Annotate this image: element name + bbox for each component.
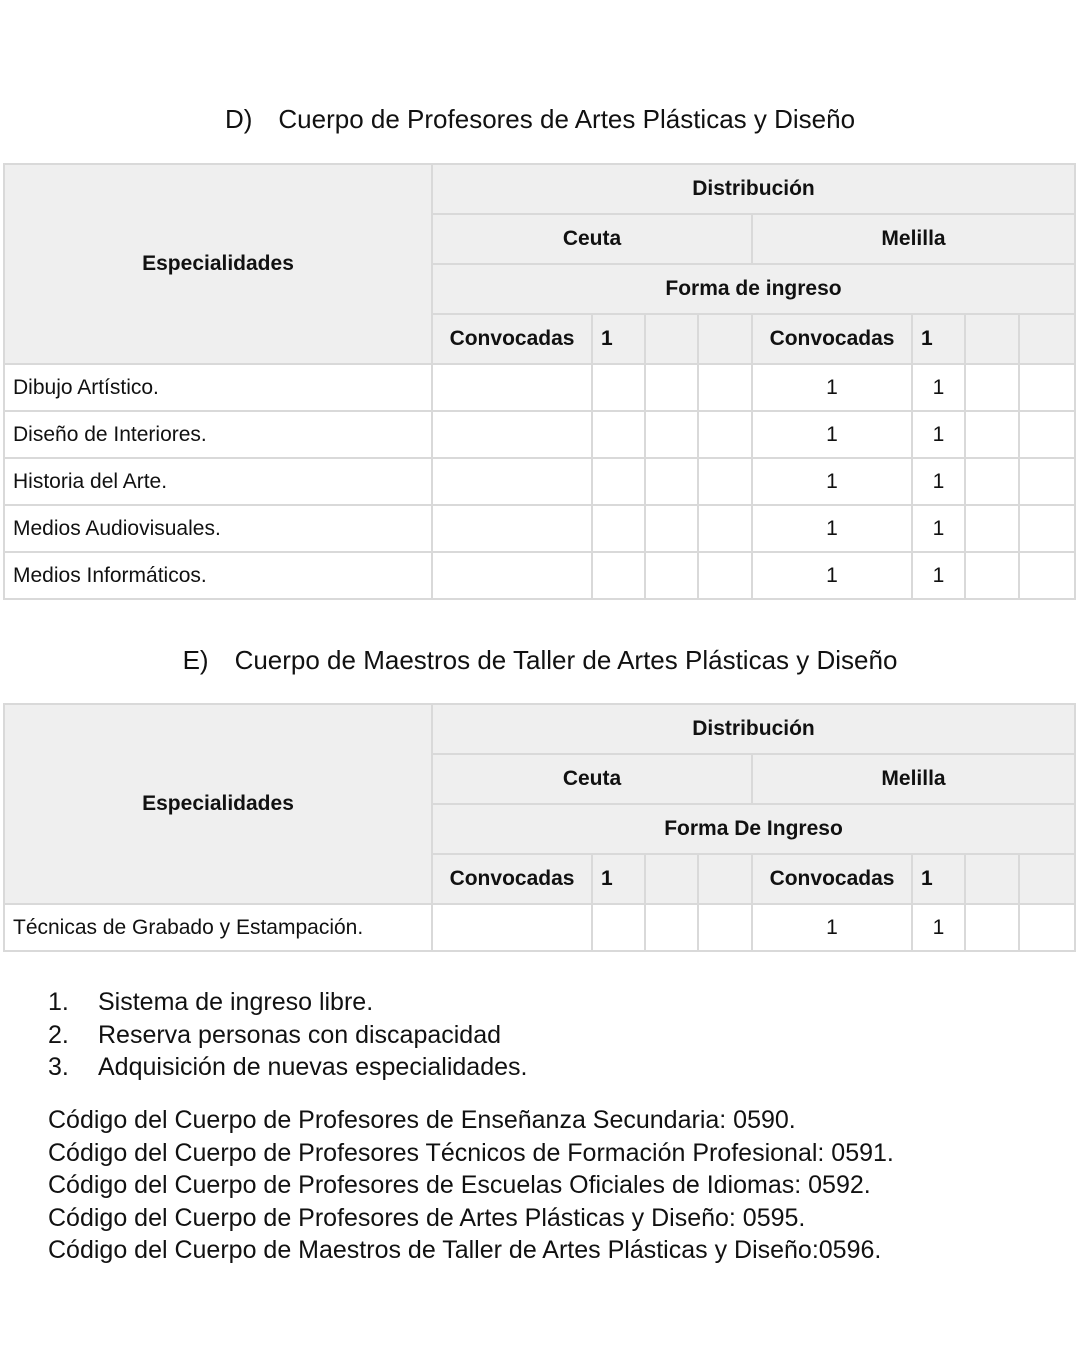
ceuta-header: Ceuta [432, 754, 752, 804]
melilla-header: Melilla [752, 754, 1075, 804]
melilla-2-cell [965, 458, 1019, 505]
note-number: 1. [48, 988, 69, 1016]
ceuta-3-cell [698, 505, 752, 552]
ceuta-convocadas-cell [432, 364, 592, 411]
especialidades-header: Especialidades [4, 164, 432, 364]
ceuta-col-3-header [698, 314, 752, 364]
forma-ingreso-header: Forma De Ingreso [432, 804, 1075, 854]
especialidad-name: Dibujo Artístico. [4, 364, 432, 411]
especialidad-name: Diseño de Interiores. [4, 411, 432, 458]
melilla-3-cell [1019, 552, 1075, 599]
ceuta-3-cell [698, 364, 752, 411]
especialidades-header: Especialidades [4, 704, 432, 904]
table-row [4, 904, 1075, 951]
melilla-col-3-header [1019, 314, 1075, 364]
table-row [4, 552, 1075, 599]
table-e [3, 703, 1076, 952]
ceuta-2-cell [645, 411, 698, 458]
note-text: Reserva personas con discapacidad [98, 1020, 502, 1049]
melilla-col-1-header: 1 [912, 314, 965, 364]
ceuta-col-2-header [645, 314, 698, 364]
note-text: Sistema de ingreso libre. [98, 988, 374, 1016]
melilla-convocadas-cell: 1 [752, 458, 912, 505]
especialidad-name: Historia del Arte. [4, 458, 432, 505]
list-item [48, 1051, 1048, 1084]
table-d [3, 163, 1076, 600]
ceuta-convocadas-cell [432, 505, 592, 552]
code-line: Código del Cuerpo de Profesores de Artes Plásticas y Diseño: 0595. [48, 1203, 806, 1232]
ceuta-1-cell [592, 411, 645, 458]
notes-list [48, 986, 1048, 1084]
melilla-convocadas-cell: 1 [752, 904, 912, 951]
ceuta-1-cell [592, 904, 645, 951]
section-e-letter: E) [182, 645, 209, 675]
section-e-title [0, 644, 1080, 676]
ceuta-2-cell [645, 552, 698, 599]
melilla-3-cell [1019, 364, 1075, 411]
melilla-1-cell: 1 [912, 904, 965, 951]
ceuta-header: Ceuta [432, 214, 752, 264]
ceuta-3-cell [698, 552, 752, 599]
melilla-3-cell [1019, 458, 1075, 505]
ceuta-1-cell [592, 364, 645, 411]
ceuta-2-cell [645, 364, 698, 411]
ceuta-convocadas-cell [432, 458, 592, 505]
ceuta-3-cell [698, 458, 752, 505]
melilla-2-cell [965, 505, 1019, 552]
melilla-convocadas-cell: 1 [752, 364, 912, 411]
melilla-convocadas-cell: 1 [752, 411, 912, 458]
code-line: Código del Cuerpo de Maestros de Taller de Artes Plásticas y Diseño:0596. [48, 1236, 882, 1264]
melilla-header: Melilla [752, 214, 1075, 264]
note-number: 2. [48, 1020, 69, 1049]
code-line: Código del Cuerpo de Profesores Técnicos de Formación Profesional: 0591. [48, 1138, 894, 1167]
ceuta-3-cell [698, 411, 752, 458]
melilla-1-cell: 1 [912, 505, 965, 552]
ceuta-col-3-header [698, 854, 752, 904]
melilla-3-cell [1019, 904, 1075, 951]
ceuta-1-cell [592, 505, 645, 552]
list-item [48, 986, 1048, 1019]
melilla-1-cell: 1 [912, 364, 965, 411]
ceuta-2-cell [645, 904, 698, 951]
melilla-convocadas-cell: 1 [752, 505, 912, 552]
ceuta-convocadas-header: Convocadas [432, 854, 592, 904]
ceuta-3-cell [698, 904, 752, 951]
especialidad-name: Medios Audiovisuales. [4, 505, 432, 552]
ceuta-2-cell [645, 505, 698, 552]
melilla-2-cell [965, 364, 1019, 411]
melilla-2-cell [965, 552, 1019, 599]
melilla-1-cell: 1 [912, 552, 965, 599]
melilla-col-1-header: 1 [912, 854, 965, 904]
distribucion-header: Distribución [432, 704, 1075, 754]
especialidad-name: Medios Informáticos. [4, 552, 432, 599]
note-text: Adquisición de nuevas especialidades. [98, 1053, 528, 1081]
ceuta-1-cell [592, 552, 645, 599]
distribucion-header: Distribución [432, 164, 1075, 214]
forma-ingreso-header: Forma de ingreso [432, 264, 1075, 314]
melilla-2-cell [965, 411, 1019, 458]
melilla-1-cell: 1 [912, 458, 965, 505]
ceuta-col-1-header: 1 [592, 314, 645, 364]
ceuta-1-cell [592, 458, 645, 505]
melilla-3-cell [1019, 505, 1075, 552]
codes-block [48, 1104, 1068, 1267]
ceuta-convocadas-cell [432, 904, 592, 951]
table-row [4, 411, 1075, 458]
section-d-letter: D) [224, 104, 253, 134]
section-d-title [0, 103, 1080, 135]
section-e-heading: Cuerpo de Maestros de Taller de Artes Plásticas y Diseño [234, 645, 898, 675]
ceuta-col-1-header: 1 [592, 854, 645, 904]
ceuta-convocadas-cell [432, 411, 592, 458]
especialidad-name: Técnicas de Grabado y Estampación. [4, 904, 432, 951]
ceuta-convocadas-header: Convocadas [432, 314, 592, 364]
melilla-2-cell [965, 904, 1019, 951]
melilla-3-cell [1019, 411, 1075, 458]
ceuta-col-2-header [645, 854, 698, 904]
code-line: Código del Cuerpo de Profesores de Escuelas Oficiales de Idiomas: 0592. [48, 1171, 871, 1199]
melilla-col-2-header [965, 314, 1019, 364]
code-line: Código del Cuerpo de Profesores de Enseñanza Secundaria: 0590. [48, 1106, 796, 1134]
ceuta-convocadas-cell [432, 552, 592, 599]
melilla-convocadas-cell: 1 [752, 552, 912, 599]
table-row [4, 458, 1075, 505]
note-number: 3. [48, 1053, 69, 1081]
table-row [4, 364, 1075, 411]
melilla-col-2-header [965, 854, 1019, 904]
melilla-convocadas-header: Convocadas [752, 314, 912, 364]
melilla-col-3-header [1019, 854, 1075, 904]
table-row [4, 505, 1075, 552]
list-item [48, 1019, 1048, 1052]
melilla-convocadas-header: Convocadas [752, 854, 912, 904]
melilla-1-cell: 1 [912, 411, 965, 458]
ceuta-2-cell [645, 458, 698, 505]
section-d-heading: Cuerpo de Profesores de Artes Plásticas y Diseño [278, 104, 856, 134]
